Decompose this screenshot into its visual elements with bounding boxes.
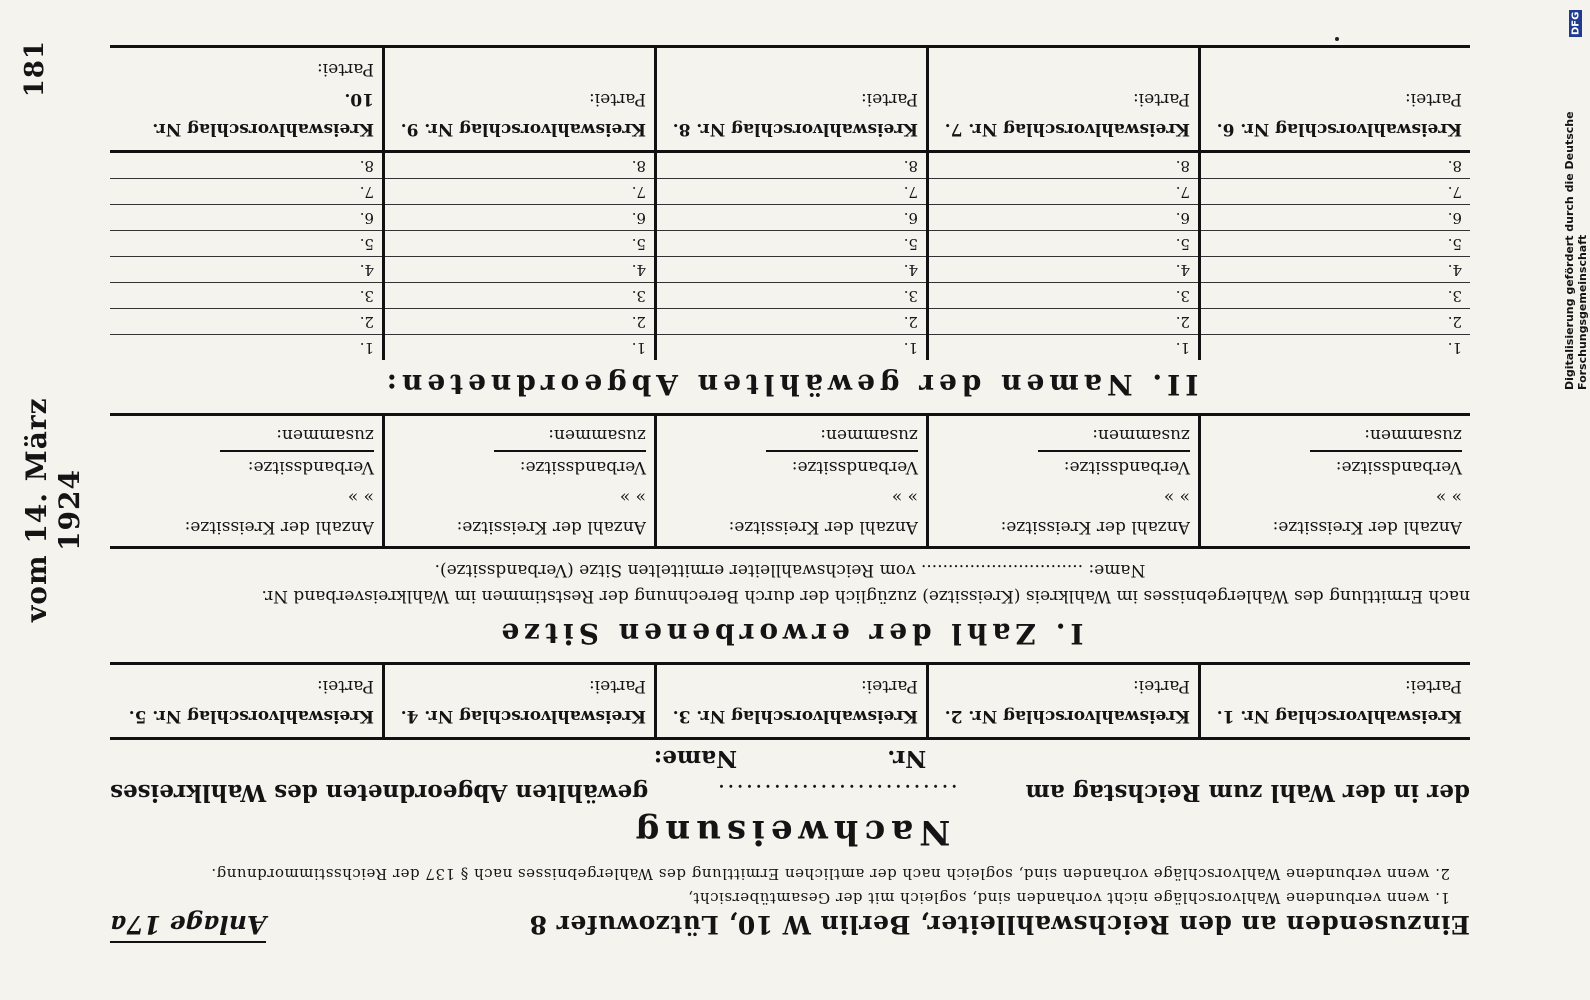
section-2-title: II. Namen der gewählten Abgeordneten: bbox=[381, 368, 1199, 401]
subtitle-dots: .......................... bbox=[715, 779, 958, 805]
deputy-line: 5. bbox=[657, 230, 926, 256]
subtitle bbox=[110, 776, 1470, 808]
subtitle-left: der in der Wahl zum Reichstag am bbox=[1025, 779, 1470, 806]
district-name: Name: bbox=[653, 745, 738, 772]
deputy-line: 4. bbox=[1201, 256, 1470, 282]
speck bbox=[1335, 37, 1339, 41]
names-column bbox=[654, 153, 926, 360]
deputy-line: 4. bbox=[110, 256, 382, 282]
deputy-line: 1. bbox=[929, 334, 1198, 360]
names-column bbox=[926, 153, 1198, 360]
deputy-line: 4. bbox=[657, 256, 926, 282]
deputy-line: 6. bbox=[657, 204, 926, 230]
deputy-line: 8. bbox=[631, 157, 646, 175]
proposal-cell: Kreiswahlvorschlag Nr. 6. Partei: bbox=[1198, 48, 1470, 150]
deputy-line: 1. bbox=[385, 334, 654, 360]
deputy-line: 3. bbox=[1201, 282, 1470, 308]
deputy-line: 8. bbox=[1175, 157, 1190, 175]
deputy-line: 7. bbox=[385, 178, 654, 204]
deputy-line: 2. bbox=[110, 308, 382, 334]
deputy-line: 8. bbox=[1447, 157, 1462, 175]
deputy-line: 1. bbox=[1201, 334, 1470, 360]
district-nr: Nr. bbox=[887, 745, 927, 772]
deputy-line: 5. bbox=[1201, 230, 1470, 256]
digitization-credit bbox=[1565, 10, 1587, 390]
tally-cell: Anzahl der Kreissitze: » » Verbandssitze: zusammen: bbox=[382, 416, 654, 546]
deputy-names-table bbox=[110, 153, 1470, 360]
annex-label: Anlage 17a bbox=[110, 910, 266, 943]
deputy-line: 2. bbox=[385, 308, 654, 334]
deputy-line: 6. bbox=[110, 204, 382, 230]
deputy-line: 3. bbox=[110, 282, 382, 308]
section-1-text-2: Name: .............................. vom Reichswahlleiter ermittelten Sitze (Verbandssitze). bbox=[434, 560, 1146, 580]
names-column bbox=[110, 153, 382, 360]
deputy-line: 6. bbox=[1201, 204, 1470, 230]
tally-cell: Anzahl der Kreissitze: » » Verbandssitze: zusammen: bbox=[654, 416, 926, 546]
tally-cell: Anzahl der Kreissitze: » » Verbandssitze: zusammen: bbox=[184, 425, 374, 537]
deputy-line: 7. bbox=[1201, 178, 1470, 204]
document-title: Nachweisung bbox=[629, 812, 951, 852]
deputy-line: 3. bbox=[385, 282, 654, 308]
deputy-line: 1. bbox=[657, 334, 926, 360]
deputy-line: 5. bbox=[110, 230, 382, 256]
header-title: Einzusenden an den Reichswahlleiter, Berlin W 10, Lützowufer 8 bbox=[529, 910, 1470, 939]
margin-date: vom 14. März 1924 bbox=[20, 397, 86, 623]
deputy-line: 6. bbox=[385, 204, 654, 230]
proposal-cell: Kreiswahlvorschlag Nr. 2. Partei: bbox=[926, 665, 1198, 737]
deputy-line: 2. bbox=[657, 308, 926, 334]
district-row bbox=[110, 740, 1470, 776]
proposal-cell: Kreiswahlvorschlag Nr. 8. Partei: bbox=[654, 48, 926, 150]
proposal-cell: Kreiswahlvorschlag Nr. 3. Partei: bbox=[654, 665, 926, 737]
proposal-cell: Kreiswahlvorschlag Nr. 10. Partei: bbox=[152, 59, 374, 139]
proposal-cell: Kreiswahlvorschlag Nr. 4. Partei: bbox=[382, 665, 654, 737]
note-1: 1. wenn verbundene Wahlvorschläge nicht vorhanden sind, sogleich mit der Gesamtübersicht, bbox=[687, 889, 1450, 907]
section-1-title: I. Zahl der erworbenen Sitze bbox=[496, 617, 1084, 650]
deputy-line: 5. bbox=[385, 230, 654, 256]
header bbox=[110, 910, 1470, 950]
deputy-line: 2. bbox=[1201, 308, 1470, 334]
deputy-line: 1. bbox=[110, 334, 382, 360]
proposals-bottom bbox=[110, 45, 1470, 153]
credit-text: Digitalisierung gefördert durch die Deutsche Forschungsgemeinschaft bbox=[1563, 111, 1589, 390]
deputy-line: 5. bbox=[929, 230, 1198, 256]
deputy-line: 7. bbox=[110, 178, 382, 204]
deputy-line: 6. bbox=[929, 204, 1198, 230]
deputy-line: 7. bbox=[657, 178, 926, 204]
document-form bbox=[110, 60, 1470, 950]
deputy-line: 2. bbox=[929, 308, 1198, 334]
deputy-line: 8. bbox=[359, 157, 374, 175]
deputy-line: 4. bbox=[385, 256, 654, 282]
seat-tally bbox=[110, 413, 1470, 549]
note-2: 2. wenn verbundene Wahlvorschläge vorhanden sind, sogleich nach der amtlichen Ermittlung des Wahlergebnisses nach § 137 der Reichsstimmordnung. bbox=[210, 865, 1450, 883]
section-1-text: nach Ermittlung des Wahlergebnisses im Wahlkreis (Kreissitze) zuzüglich der durch Berechnung der Reststimmen im Wahlkreisverband Nr. bbox=[261, 586, 1470, 606]
names-column bbox=[382, 153, 654, 360]
proposals-top bbox=[110, 662, 1470, 740]
dfg-logo: DFG bbox=[1570, 12, 1582, 36]
subtitle-right: gewählten Abgeordneten des Wahlkreises bbox=[110, 779, 649, 806]
proposal-cell: Kreiswahlvorschlag Nr. 7. Partei: bbox=[926, 48, 1198, 150]
deputy-line: 4. bbox=[929, 256, 1198, 282]
proposal-cell: Kreiswahlvorschlag Nr. 1. Partei: bbox=[1198, 665, 1470, 737]
deputy-line: 3. bbox=[929, 282, 1198, 308]
deputy-line: 7. bbox=[929, 178, 1198, 204]
names-column bbox=[1198, 153, 1470, 360]
proposal-cell: Kreiswahlvorschlag Nr. 9. Partei: bbox=[382, 48, 654, 150]
tally-cell: Anzahl der Kreissitze: » » Verbandssitze: zusammen: bbox=[1198, 416, 1470, 546]
deputy-line: 3. bbox=[657, 282, 926, 308]
page-number: 181 bbox=[20, 40, 50, 98]
tally-cell: Anzahl der Kreissitze: » » Verbandssitze: zusammen: bbox=[926, 416, 1198, 546]
proposal-cell: Kreiswahlvorschlag Nr. 5. Partei: bbox=[128, 676, 374, 726]
deputy-line: 8. bbox=[903, 157, 918, 175]
